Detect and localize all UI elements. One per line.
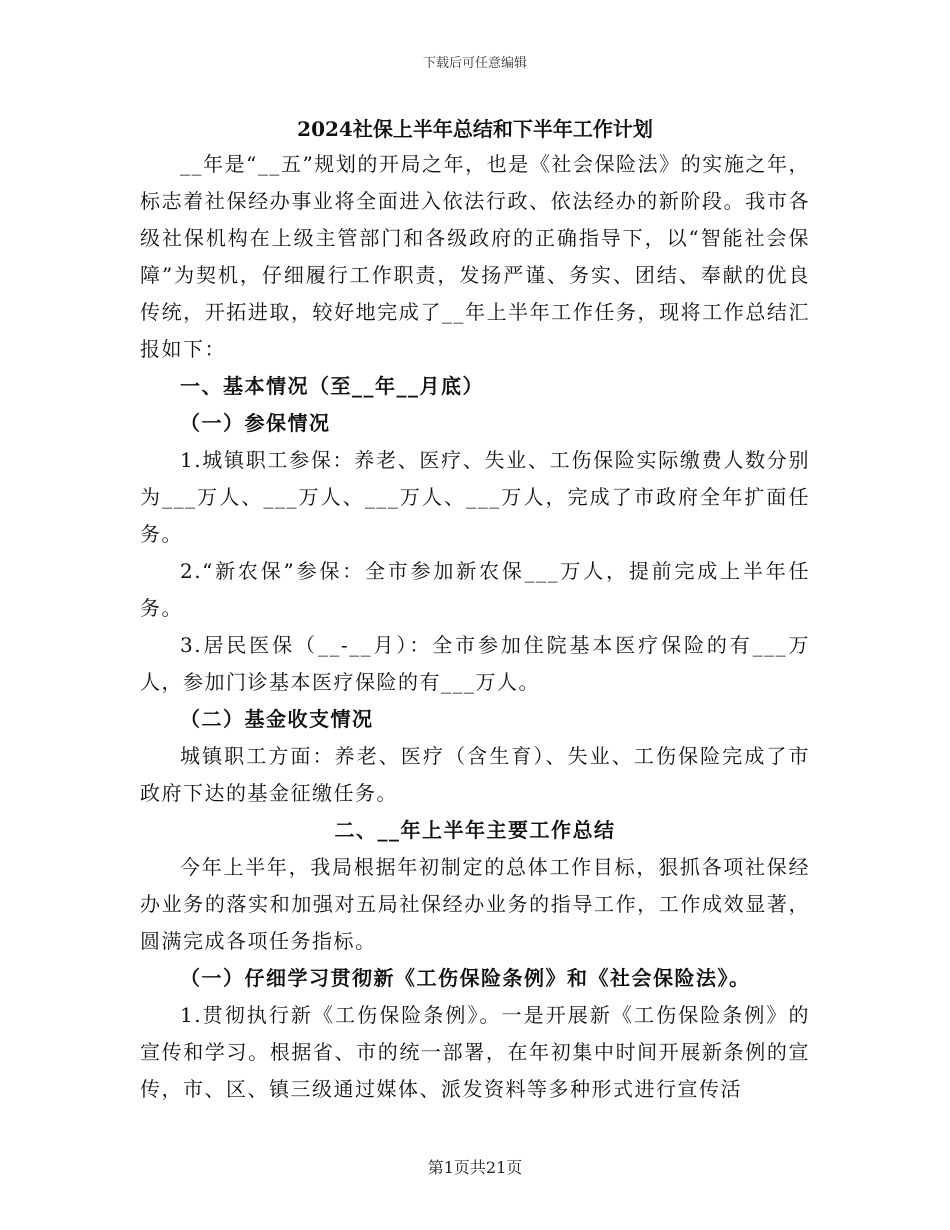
- subsection-heading-fund: （二）基金收支情况: [180, 707, 374, 731]
- intro-paragraph: __年是“__五”规划的开局之年，也是《社会保险法》的实施之年，标志着社保经办事业将全面进入依法行政、依法经办的新阶段。我市各级社保机构在上级主管部门和各级政府的正确指导下，以“智能社会保障”为契机，仔细履行工作职责，发扬严谨、务实、团结、奉献的优良传统，开拓进取，较好地完成了__年上半年工作任务，现将工作总结汇报如下：: [140, 152, 810, 361]
- paragraph-resident-medical: 3.居民医保（__-__月）：全市参加住院基本医疗保险的有___万人，参加门诊基本医疗保险的有___万人。: [140, 633, 810, 694]
- document-title: 2024社保上半年总结和下半年工作计划: [297, 117, 653, 141]
- section-heading-main-work: 二、__年上半年主要工作总结: [334, 818, 616, 842]
- paragraph-injury-regulation: 1.贯彻执行新《工伤保险条例》。一是开展新《工伤保险条例》的宣传和学习。根据省、市的统一部署，在年初集中时间开展新条例的宣传，市、区、镇三级通过媒体、派发资料等多种形式进行宣传活: [140, 1003, 810, 1101]
- page-number: 第1页共21页: [427, 1158, 523, 1177]
- section-heading-basic-situation: 一、基本情况（至__年__月底）: [180, 374, 484, 398]
- paragraph-new-rural-pension: 2.“新农保”参保：全市参加新农保___万人，提前完成上半年任务。: [140, 559, 810, 620]
- paragraph-main-work-summary: 今年上半年，我局根据年初制定的总体工作目标，狠抓各项社保经办业务的落实和加强对五局社保经办业务的指导工作，工作成效显著，圆满完成各项任务指标。: [140, 855, 810, 953]
- document-body: [140, 112, 810, 1108]
- paragraph-urban-workers: 1.城镇职工参保：养老、医疗、失业、工伤保险实际缴费人数分别为___万人、___万人、___万人、___万人，完成了市政府全年扩面任务。: [140, 448, 810, 546]
- subsection-heading-law-study: （一）仔细学习贯彻新《工伤保险条例》和《社会保险法》。: [180, 966, 751, 990]
- subsection-heading-enrollment: （一）参保情况: [180, 411, 331, 435]
- paragraph-fund-collection: 城镇职工方面：养老、医疗（含生育）、失业、工伤保险完成了市政府下达的基金征缴任务。: [140, 744, 810, 805]
- page-header-note: 下载后可任意编辑: [422, 56, 527, 71]
